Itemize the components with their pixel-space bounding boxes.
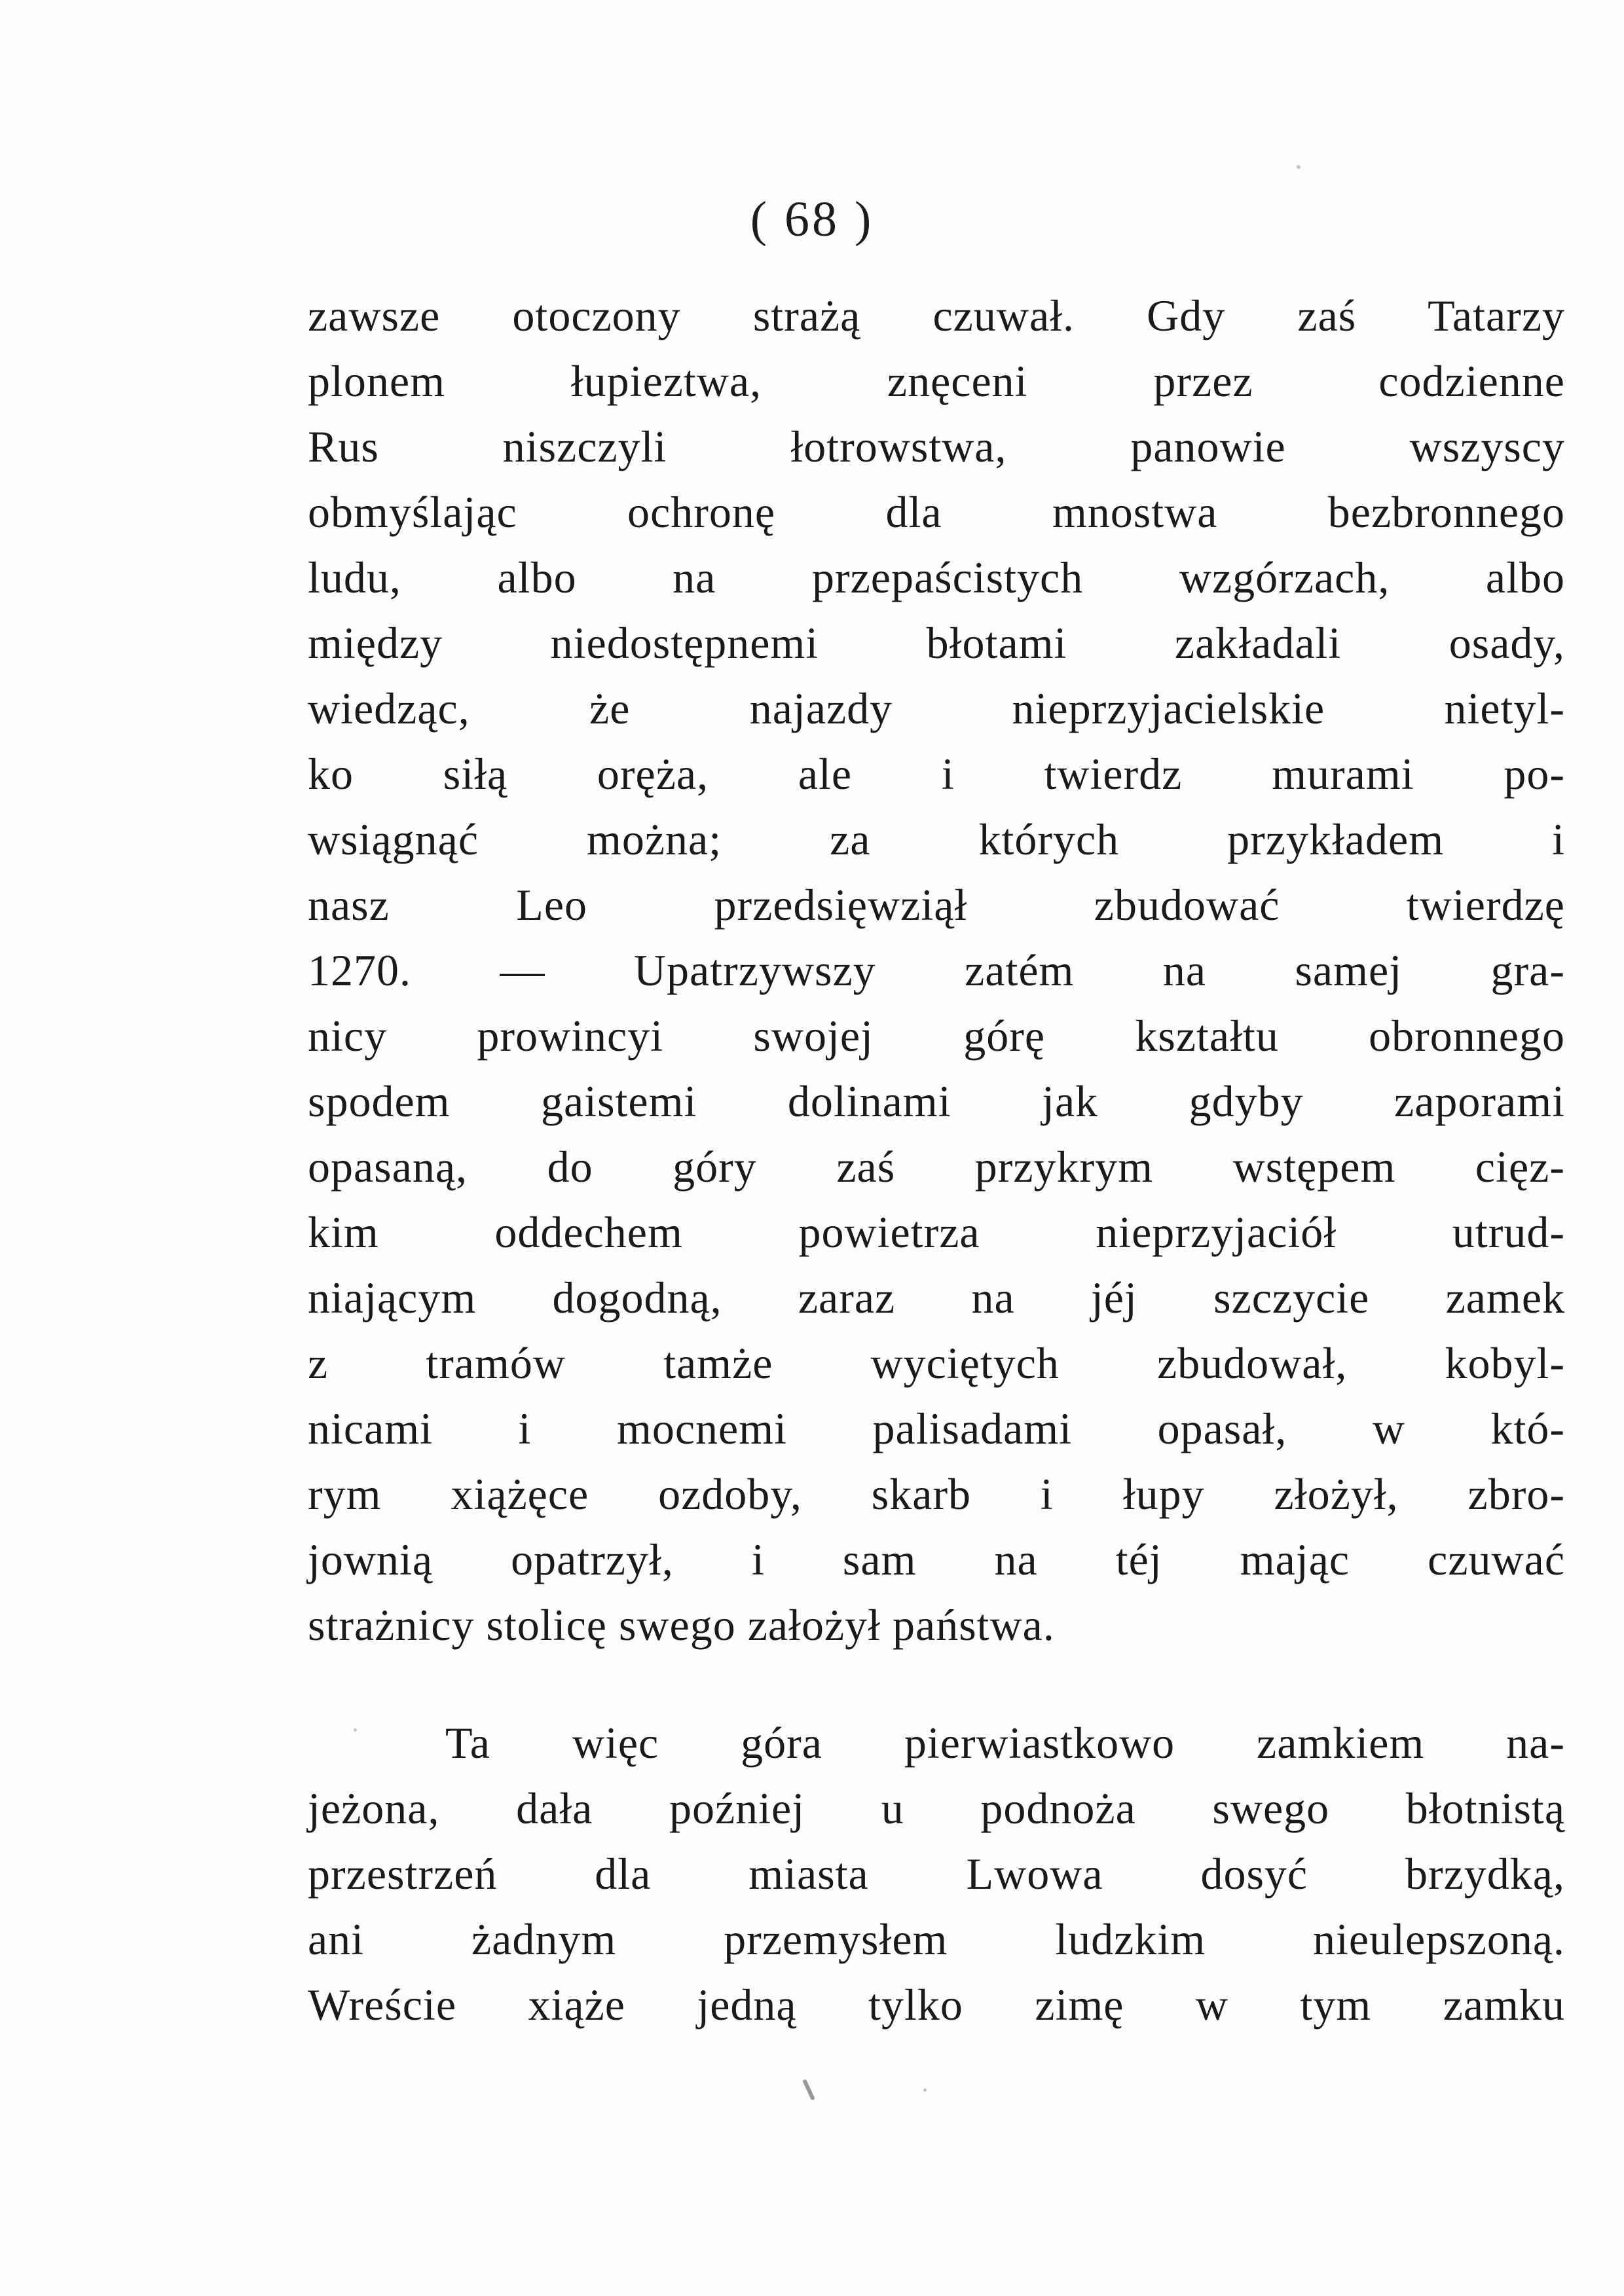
- text-line: ani żadnym przemysłem ludzkim nieulepszoną.: [308, 1914, 1565, 1964]
- text-line: kim oddechem powietrza nieprzyjaciół utrud-: [308, 1207, 1565, 1257]
- text-line: rym xiążęce ozdoby, skarb i łupy złożył, zbro-: [308, 1469, 1565, 1519]
- text-line: opasaną, do góry zaś przykrym wstępem cięz-: [308, 1142, 1565, 1192]
- text-line: ko siłą oręża, ale i twierdz murami po-: [308, 749, 1565, 799]
- text-line: przestrzeń dla miasta Lwowa dosyć brzydką,: [308, 1849, 1565, 1899]
- text-line: plonem łupieztwa, znęceni przez codzienne: [308, 356, 1565, 406]
- text-line: jownią opatrzył, i sam na téj mając czuwać: [308, 1535, 1565, 1584]
- text-line: spodem gaistemi dolinami jak gdyby zaporami: [308, 1076, 1565, 1126]
- text-line: obmyślając ochronę dla mnostwa bezbronnego: [308, 487, 1565, 537]
- text-line: wsiągnąć można; za których przykładem i: [308, 814, 1565, 864]
- paragraph-2: [308, 1710, 1565, 2037]
- text-line: między niedostępnemi błotami zakładali osady,: [308, 618, 1565, 668]
- paper-speck: [1297, 165, 1301, 169]
- text-line: 1270. — Upatrzywszy zatém na samej gra-: [308, 945, 1565, 995]
- paragraph-1: [308, 283, 1565, 1658]
- text-line: jeżona, dała poźniej u podnoża swego błotnistą: [308, 1783, 1565, 1833]
- text-line: wiedząc, że najazdy nieprzyjacielskie nietyl-: [308, 683, 1565, 733]
- text-line: nicami i mocnemi palisadami opasał, w któ-: [308, 1404, 1565, 1453]
- paper-speck: [1231, 707, 1234, 710]
- text-line: z tramów tamże wyciętych zbudował, kobyl-: [308, 1338, 1565, 1388]
- paper-speck: [923, 2088, 927, 2092]
- text-line: Wreście xiąże jedną tylko zimę w tym zamku: [308, 1980, 1565, 2030]
- text-line: Rus niszczyli łotrowstwa, panowie wszyscy: [308, 422, 1565, 471]
- text-line: ludu, albo na przepaścistych wzgórzach, albo: [308, 553, 1565, 602]
- text-line: nasz Leo przedsięwziął zbudować twierdzę: [308, 880, 1565, 930]
- text-line: Ta więc góra pierwiastkowo zamkiem na-: [445, 1718, 1565, 1768]
- text-line: niającym dogodną, zaraz na jéj szczycie zamek: [308, 1273, 1565, 1322]
- text-line: strażnicy stolicę swego założył państwa.: [308, 1600, 1055, 1650]
- paper-speck: [802, 2079, 815, 2100]
- page-number: ( 68 ): [750, 192, 874, 247]
- text-line: nicy prowincyi swojej górę kształtu obronnego: [308, 1011, 1565, 1061]
- text-line: zawsze otoczony strażą czuwał. Gdy zaś Tatarzy: [308, 291, 1565, 340]
- paper-speck: [354, 1728, 357, 1732]
